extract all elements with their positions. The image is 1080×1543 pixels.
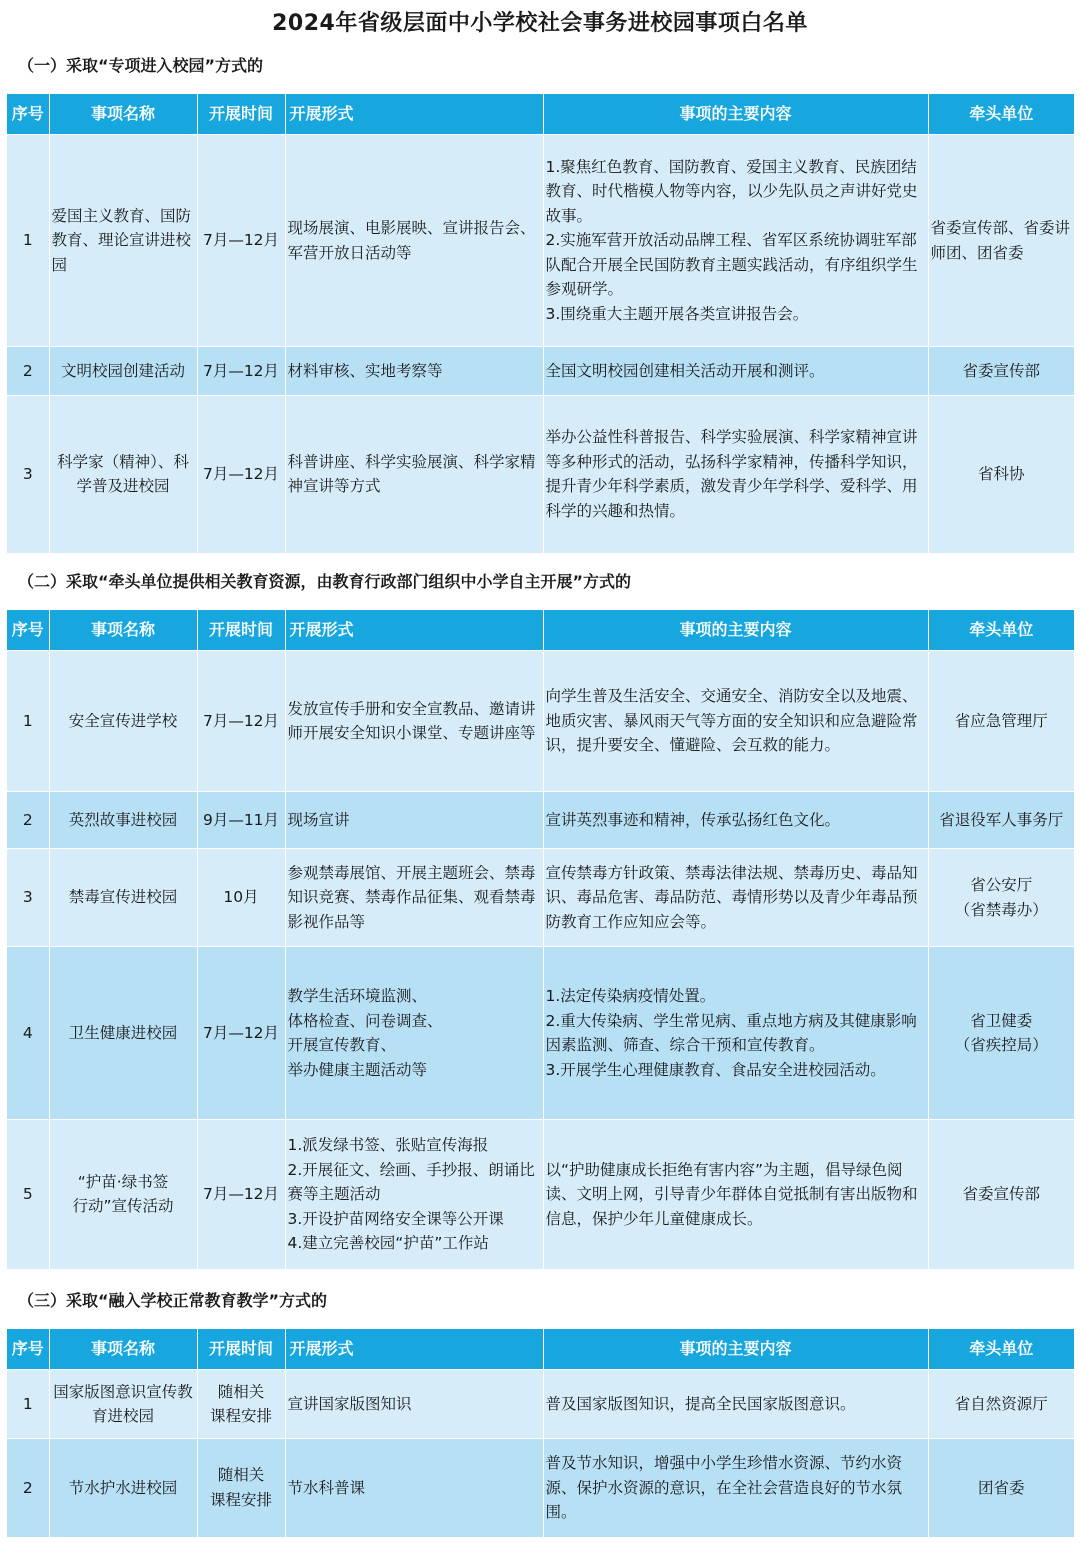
cell-time: 7月—12月 [197,947,285,1120]
cell-lead: 省应急管理厅 [928,651,1074,792]
cell-no: 1 [7,651,49,792]
header-time: 开展时间 [197,1329,285,1370]
header-content: 事项的主要内容 [543,94,928,135]
table-row [7,947,1074,1120]
cell-form: 材料审核、实地考察等 [285,347,543,396]
header-time: 开展时间 [197,610,285,651]
cell-name: 安全宣传进学校 [49,651,197,792]
cell-time: 7月—12月 [197,135,285,347]
cell-name: 卫生健康进校园 [49,947,197,1120]
cell-form: 现场展演、电影展映、宣讲报告会、军营开放日活动等 [285,135,543,347]
cell-lead: 省自然资源厅 [928,1370,1074,1439]
cell-no: 2 [7,1439,49,1537]
table-row [7,347,1074,396]
cell-lead: 省科协 [928,396,1074,553]
table-row [7,651,1074,792]
table-row [7,1370,1074,1439]
section-3-table [7,1329,1074,1537]
cell-form: 参观禁毒展馆、开展主题班会、禁毒知识竞赛、禁毒作品征集、观看禁毒影视作品等 [285,849,543,947]
header-no: 序号 [7,94,49,135]
cell-time: 7月—12月 [197,396,285,553]
header-time: 开展时间 [197,94,285,135]
cell-content: 1.法定传染病疫情处置。 2.重大传染病、学生常见病、重点地方病及其健康影响因素监测、筛查、综合干预和宣传教育。 3.开展学生心理健康教育、食品安全进校园活动。 [543,947,928,1120]
cell-content: 向学生普及生活安全、交通安全、消防安全以及地震、地质灾害、暴风雨天气等方面的安全知识和应急避险常识，提升要安全、懂避险、会互救的能力。 [543,651,928,792]
header-no: 序号 [7,1329,49,1370]
table-header-row [7,610,1074,651]
cell-content: 宣讲英烈事迹和精神，传承弘扬红色文化。 [543,792,928,849]
table-row [7,1120,1074,1269]
section-1-heading: （一）采取“专项进入校园”方式的 [18,56,264,75]
cell-no: 2 [7,792,49,849]
cell-name: 英烈故事进校园 [49,792,197,849]
header-lead: 牵头单位 [928,610,1074,651]
cell-lead: 省卫健委 （省疾控局） [928,947,1074,1120]
cell-form: 节水科普课 [285,1439,543,1537]
cell-lead: 省委宣传部 [928,1120,1074,1269]
table-row [7,792,1074,849]
cell-name: 科学家（精神）、科学普及进校园 [49,396,197,553]
cell-lead: 省委宣传部、省委讲师团、团省委 [928,135,1074,347]
cell-content: 宣传禁毒方针政策、禁毒法律法规、禁毒历史、毒品知识、毒品危害、毒品防范、毒情形势以及青少年毒品预防教育工作应知应会等。 [543,849,928,947]
section-1-table [7,94,1074,553]
cell-no: 3 [7,396,49,553]
cell-content: 举办公益性科普报告、科学实验展演、科学家精神宣讲等多种形式的活动，弘扬科学家精神，传播科学知识，提升青少年科学素质，激发青少年学科学、爱科学、用科学的兴趣和热情。 [543,396,928,553]
header-form: 开展形式 [285,1329,543,1370]
header-name: 事项名称 [49,610,197,651]
header-lead: 牵头单位 [928,1329,1074,1370]
cell-name: 爱国主义教育、国防教育、理论宣讲进校园 [49,135,197,347]
table-header-row [7,1329,1074,1370]
cell-no: 3 [7,849,49,947]
header-name: 事项名称 [49,1329,197,1370]
cell-time: 7月—12月 [197,347,285,396]
cell-form: 1.派发绿书签、张贴宣传海报 2.开展征文、绘画、手抄报、朗诵比赛等主题活动 3.开设护苗网络安全课等公开课 4.建立完善校园“护苗”工作站 [285,1120,543,1269]
cell-no: 5 [7,1120,49,1269]
cell-name: 节水护水进校园 [49,1439,197,1537]
cell-content: 全国文明校园创建相关活动开展和测评。 [543,347,928,396]
cell-lead: 省公安厅 （省禁毒办） [928,849,1074,947]
cell-name: 国家版图意识宣传教育进校园 [49,1370,197,1439]
cell-form: 发放宣传手册和安全宣教品、邀请讲师开展安全知识小课堂、专题讲座等 [285,651,543,792]
table-row [7,1439,1074,1537]
cell-no: 4 [7,947,49,1120]
table-header-row [7,94,1074,135]
header-content: 事项的主要内容 [543,1329,928,1370]
section-2-table [7,610,1074,1269]
cell-time: 9月—11月 [197,792,285,849]
page-title: 2024年省级层面中小学校社会事务进校园事项白名单 [272,11,808,36]
cell-name: 文明校园创建活动 [49,347,197,396]
header-form: 开展形式 [285,610,543,651]
cell-no: 1 [7,1370,49,1439]
section-2-heading: （二）采取“牵头单位提供相关教育资源，由教育行政部门组织中小学自主开展”方式的 [18,572,632,591]
cell-content: 普及节水知识，增强中小学生珍惜水资源、节约水资源、保护水资源的意识，在全社会营造良好的节水氛围。 [543,1439,928,1537]
cell-name: “护苗·绿书签 行动”宣传活动 [49,1120,197,1269]
cell-lead: 团省委 [928,1439,1074,1537]
cell-lead: 省退役军人事务厅 [928,792,1074,849]
cell-name: 禁毒宣传进校园 [49,849,197,947]
cell-content: 以“护助健康成长拒绝有害内容”为主题，倡导绿色阅读、文明上网，引导青少年群体自觉抵制有害出版物和信息，保护少年儿童健康成长。 [543,1120,928,1269]
cell-form: 宣讲国家版图知识 [285,1370,543,1439]
cell-time: 7月—12月 [197,1120,285,1269]
cell-no: 1 [7,135,49,347]
table-row [7,396,1074,553]
section-3-heading: （三）采取“融入学校正常教育教学”方式的 [18,1291,328,1310]
cell-form: 现场宣讲 [285,792,543,849]
header-lead: 牵头单位 [928,94,1074,135]
table-row [7,135,1074,347]
header-name: 事项名称 [49,94,197,135]
cell-time: 随相关 课程安排 [197,1370,285,1439]
header-content: 事项的主要内容 [543,610,928,651]
cell-no: 2 [7,347,49,396]
cell-time: 10月 [197,849,285,947]
cell-content: 1.聚焦红色教育、国防教育、爱国主义教育、民族团结教育、时代楷模人物等内容，以少先队员之声讲好党史故事。 2.实施军营开放活动品牌工程、省军区系统协调驻军部队配合开展全民国防教育主题实践活动，有序组织学生参观研学。 3.围绕重大主题开展各类宣讲报告会。 [543,135,928,347]
cell-lead: 省委宣传部 [928,347,1074,396]
cell-form: 教学生活环境监测、 体格检查、问卷调查、 开展宣传教育、 举办健康主题活动等 [285,947,543,1120]
table-row [7,849,1074,947]
cell-time: 随相关 课程安排 [197,1439,285,1537]
cell-form: 科普讲座、科学实验展演、科学家精神宣讲等方式 [285,396,543,553]
header-no: 序号 [7,610,49,651]
cell-content: 普及国家版图知识，提高全民国家版图意识。 [543,1370,928,1439]
header-form: 开展形式 [285,94,543,135]
cell-time: 7月—12月 [197,651,285,792]
